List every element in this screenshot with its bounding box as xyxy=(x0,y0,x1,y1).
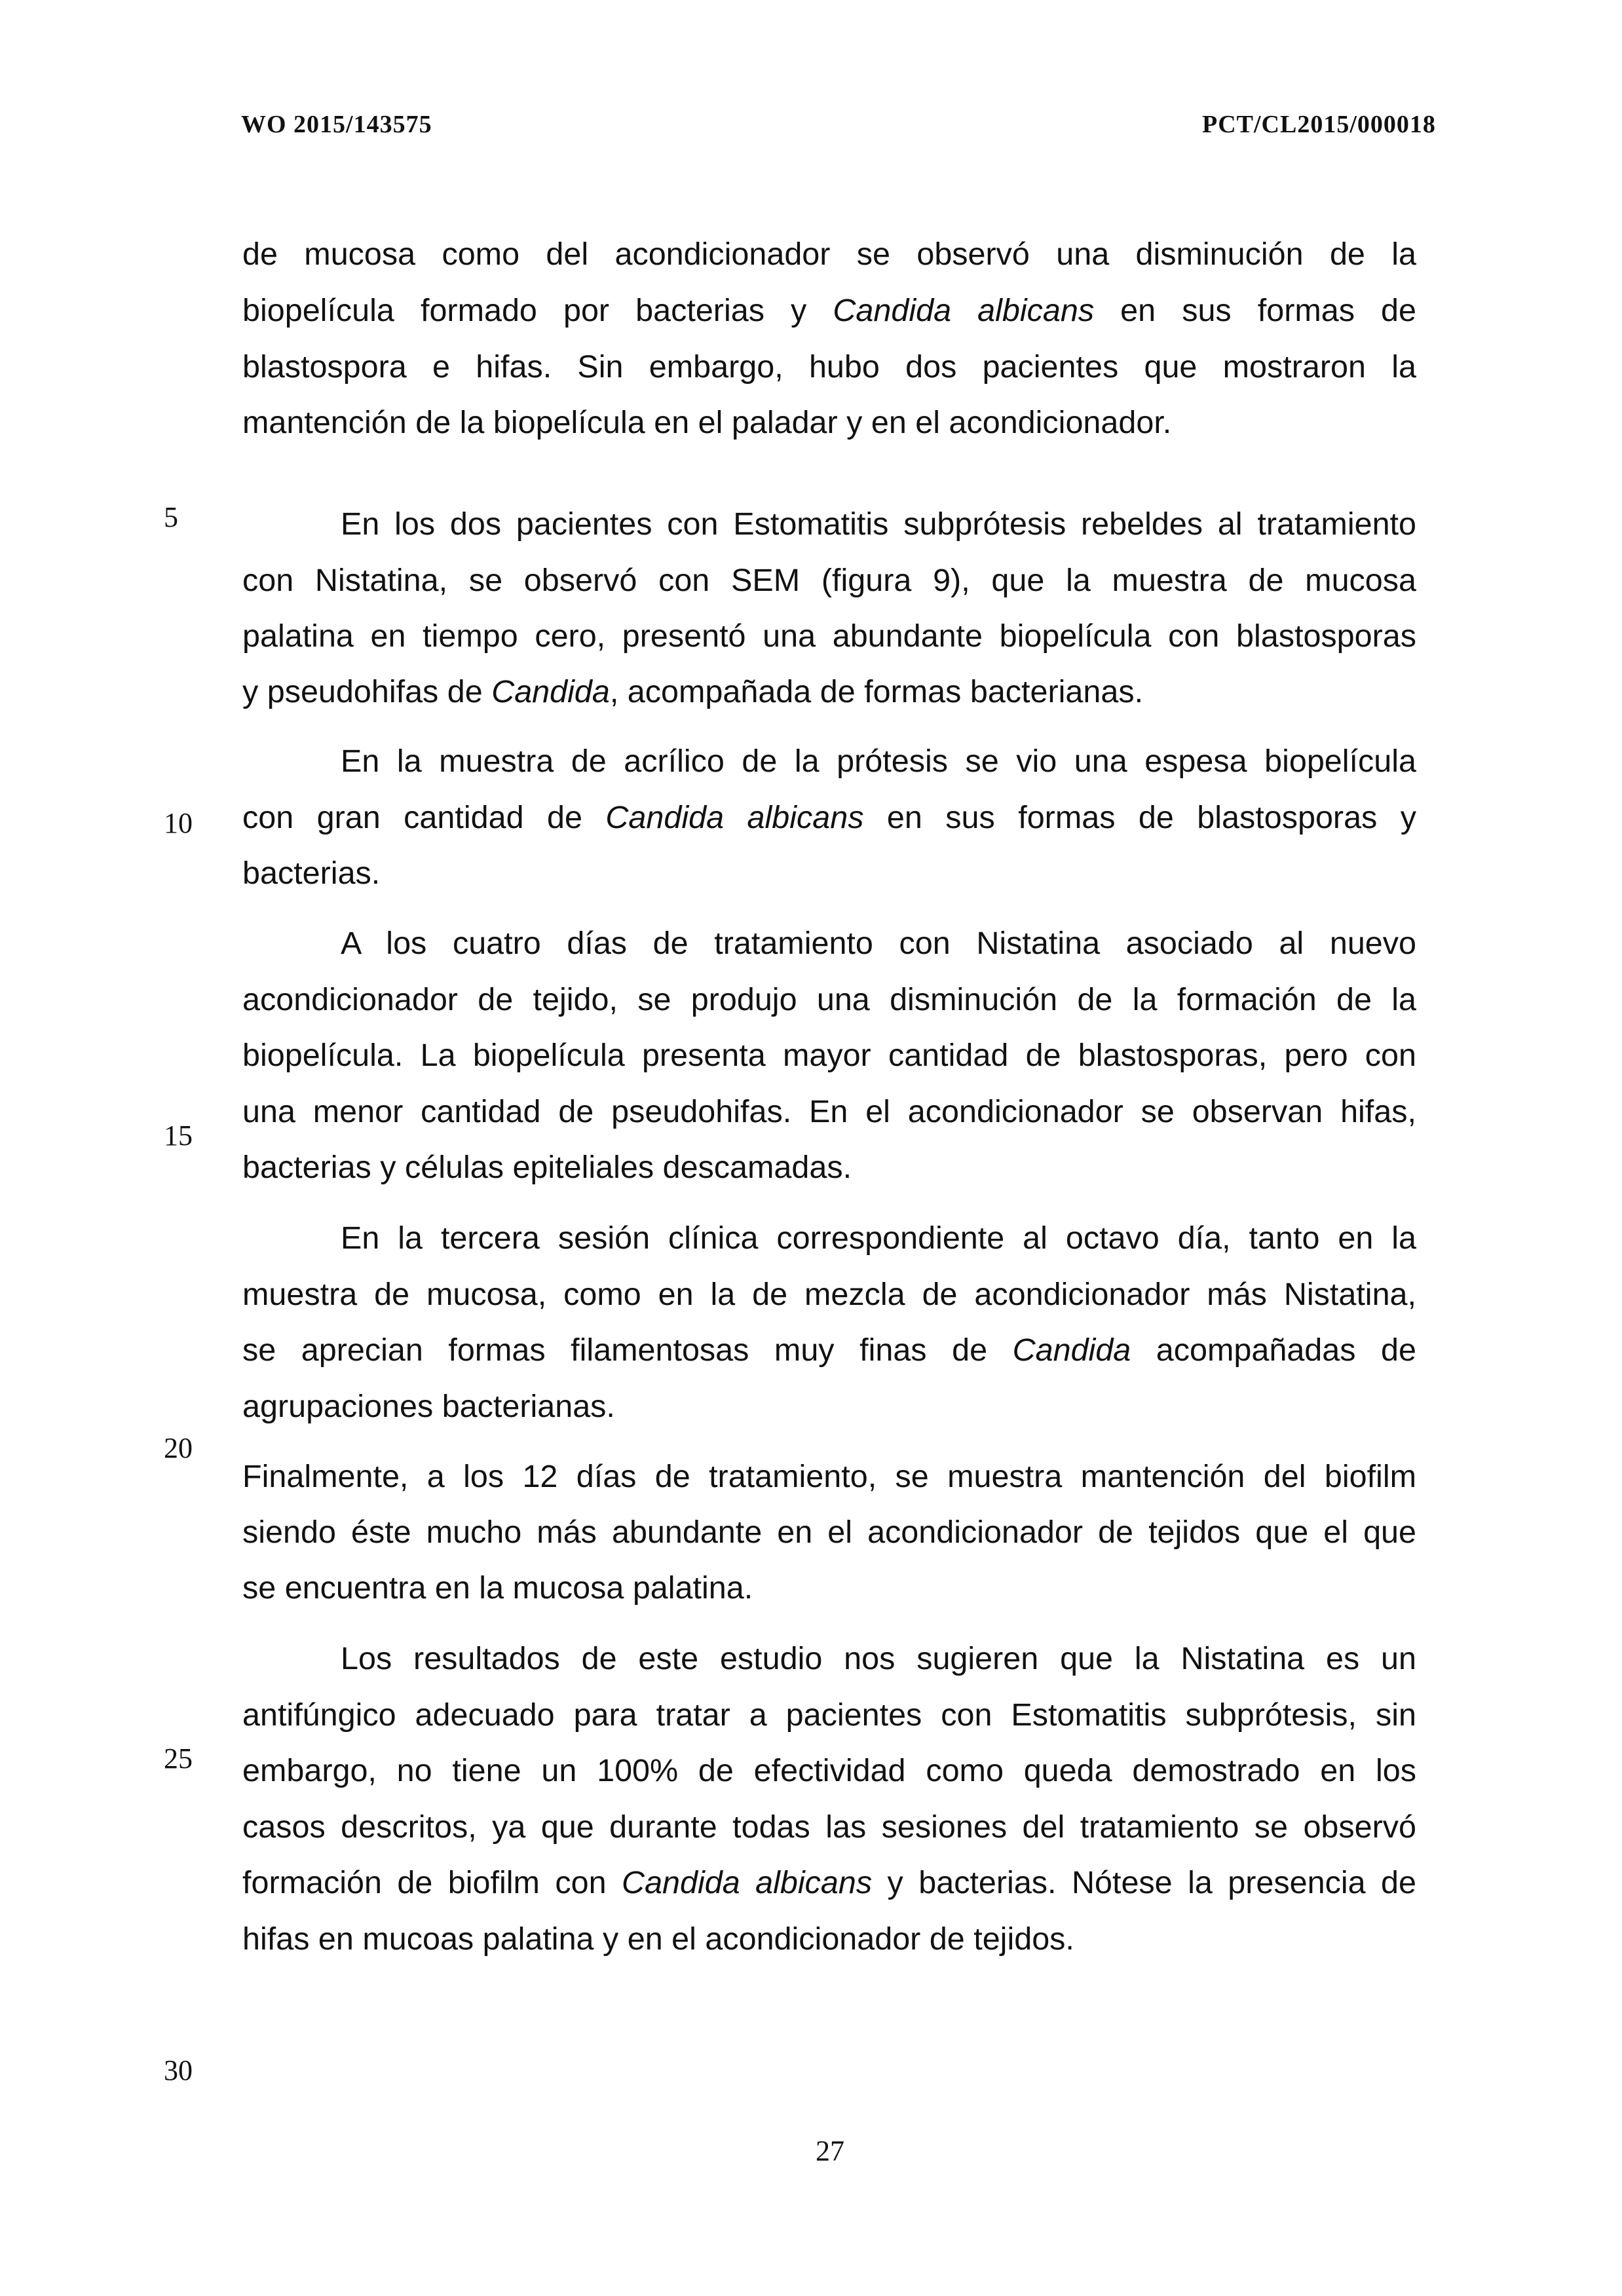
line-number: 15 xyxy=(164,1120,193,1152)
text-segment: y pseudohifas de xyxy=(242,674,492,709)
text-segment: con Nistatina, se observó con SEM (figura 9), que la muestra de mucosa xyxy=(242,563,1416,598)
italic-term: Candida albicans xyxy=(622,1865,873,1900)
text-segment: biopelícula. La biopelícula presenta mayor cantidad de blastosporas, pero con xyxy=(242,1038,1416,1073)
text-line xyxy=(242,1751,1416,1790)
text-segment: hifas en mucoas palatina y en el acondicionador de tejidos. xyxy=(242,1921,1074,1957)
text-segment: En la tercera sesión clínica correspondiente al octavo día, tanto en la xyxy=(341,1220,1416,1256)
text-segment: en sus formas de xyxy=(1094,293,1416,328)
text-segment: bacterias. xyxy=(242,856,381,891)
text-line xyxy=(242,347,1416,386)
text-segment: bacterias y células epiteliales descamadas. xyxy=(242,1150,852,1185)
line-number: 20 xyxy=(164,1432,193,1464)
text-line xyxy=(242,980,1416,1019)
text-line xyxy=(341,1639,1416,1678)
text-segment: palatina en tiempo cero, presentó una abundante biopelícula con blastosporas xyxy=(242,618,1416,654)
text-line xyxy=(242,1387,1416,1426)
application-number: PCT/CL2015/000018 xyxy=(1202,111,1436,138)
text-segment: casos descritos, ya que durante todas las sesiones del tratamiento se observó xyxy=(242,1809,1416,1845)
line-number: 5 xyxy=(164,501,178,533)
text-segment: una menor cantidad de pseudohifas. En el acondicionador se observan hifas, xyxy=(242,1094,1416,1129)
text-line xyxy=(242,672,1416,711)
text-line xyxy=(242,1330,1416,1370)
text-segment: A los cuatro días de tratamiento con Nistatina asociado al nuevo xyxy=(341,926,1416,961)
text-segment: En los dos pacientes con Estomatitis subprótesis rebeldes al tratamiento xyxy=(341,506,1416,542)
text-line xyxy=(341,924,1416,963)
italic-term: Candida xyxy=(1012,1332,1131,1368)
text-segment: , acompañada de formas bacterianas. xyxy=(609,674,1144,709)
text-line xyxy=(242,1863,1416,1902)
text-segment: se aprecian formas filamentosas muy finas de xyxy=(242,1332,1013,1368)
text-line xyxy=(341,1218,1416,1258)
text-segment: blastospora e hifas. Sin embargo, hubo dos pacientes que mostraron la xyxy=(242,349,1416,385)
text-segment: En la muestra de acrílico de la prótesis se vio una espesa biopelícula xyxy=(341,743,1416,779)
text-segment: mantención de la biopelícula en el paladar y en el acondicionador. xyxy=(242,405,1172,440)
text-line xyxy=(242,854,1416,893)
text-line xyxy=(242,1513,1416,1552)
text-line xyxy=(242,235,1416,274)
text-segment: siendo éste mucho más abundante en el acondicionador de tejidos que el que xyxy=(242,1515,1416,1550)
text-line xyxy=(242,1919,1416,1959)
italic-term: Candida albicans xyxy=(605,800,864,835)
text-segment: agrupaciones bacterianas. xyxy=(242,1389,615,1424)
text-line xyxy=(341,504,1416,544)
text-segment: embargo, no tiene un 100% de efectividad como queda demostrado en los xyxy=(242,1753,1416,1788)
text-line xyxy=(242,291,1416,330)
text-segment: biopelícula formado por bacterias y xyxy=(242,293,833,328)
italic-term: Candida albicans xyxy=(833,293,1095,328)
text-line xyxy=(242,1275,1416,1314)
text-segment: muestra de mucosa, como en la de mezcla de acondicionador más Nistatina, xyxy=(242,1277,1416,1312)
text-segment: de mucosa como del acondicionador se observó una disminución de la xyxy=(242,236,1416,272)
text-segment: en sus formas de blastosporas y xyxy=(863,800,1416,835)
publication-number: WO 2015/143575 xyxy=(241,111,432,138)
text-line xyxy=(242,561,1416,600)
text-segment: acondicionador de tejido, se produjo una disminución de la formación de la xyxy=(242,982,1416,1017)
text-segment: Finalmente, a los 12 días de tratamiento, se muestra mantención del biofilm xyxy=(242,1459,1416,1494)
line-number: 30 xyxy=(164,2054,193,2086)
text-segment: formación de biofilm con xyxy=(242,1865,622,1900)
text-line xyxy=(242,1807,1416,1847)
text-line xyxy=(242,1457,1416,1496)
text-line xyxy=(242,403,1416,442)
text-line xyxy=(242,1568,1416,1608)
text-segment: antifúngico adecuado para tratar a pacientes con Estomatitis subprótesis, sin xyxy=(242,1697,1416,1733)
italic-term: Candida xyxy=(491,674,610,709)
text-line xyxy=(242,1148,1416,1187)
page-number: 27 xyxy=(816,2135,844,2167)
text-line xyxy=(242,1036,1416,1075)
text-segment: se encuentra en la mucosa palatina. xyxy=(242,1570,753,1606)
text-line xyxy=(242,798,1416,837)
text-segment: acompañadas de xyxy=(1131,1332,1416,1368)
line-number: 10 xyxy=(164,807,193,839)
text-line xyxy=(242,1092,1416,1131)
line-number: 25 xyxy=(164,1742,193,1775)
text-segment: y bacterias. Nótese la presencia de xyxy=(872,1865,1416,1900)
text-segment: Los resultados de este estudio nos sugieren que la Nistatina es un xyxy=(341,1641,1416,1676)
text-line xyxy=(341,742,1416,781)
text-line xyxy=(242,616,1416,656)
text-segment: con gran cantidad de xyxy=(242,800,606,835)
text-line xyxy=(242,1695,1416,1735)
